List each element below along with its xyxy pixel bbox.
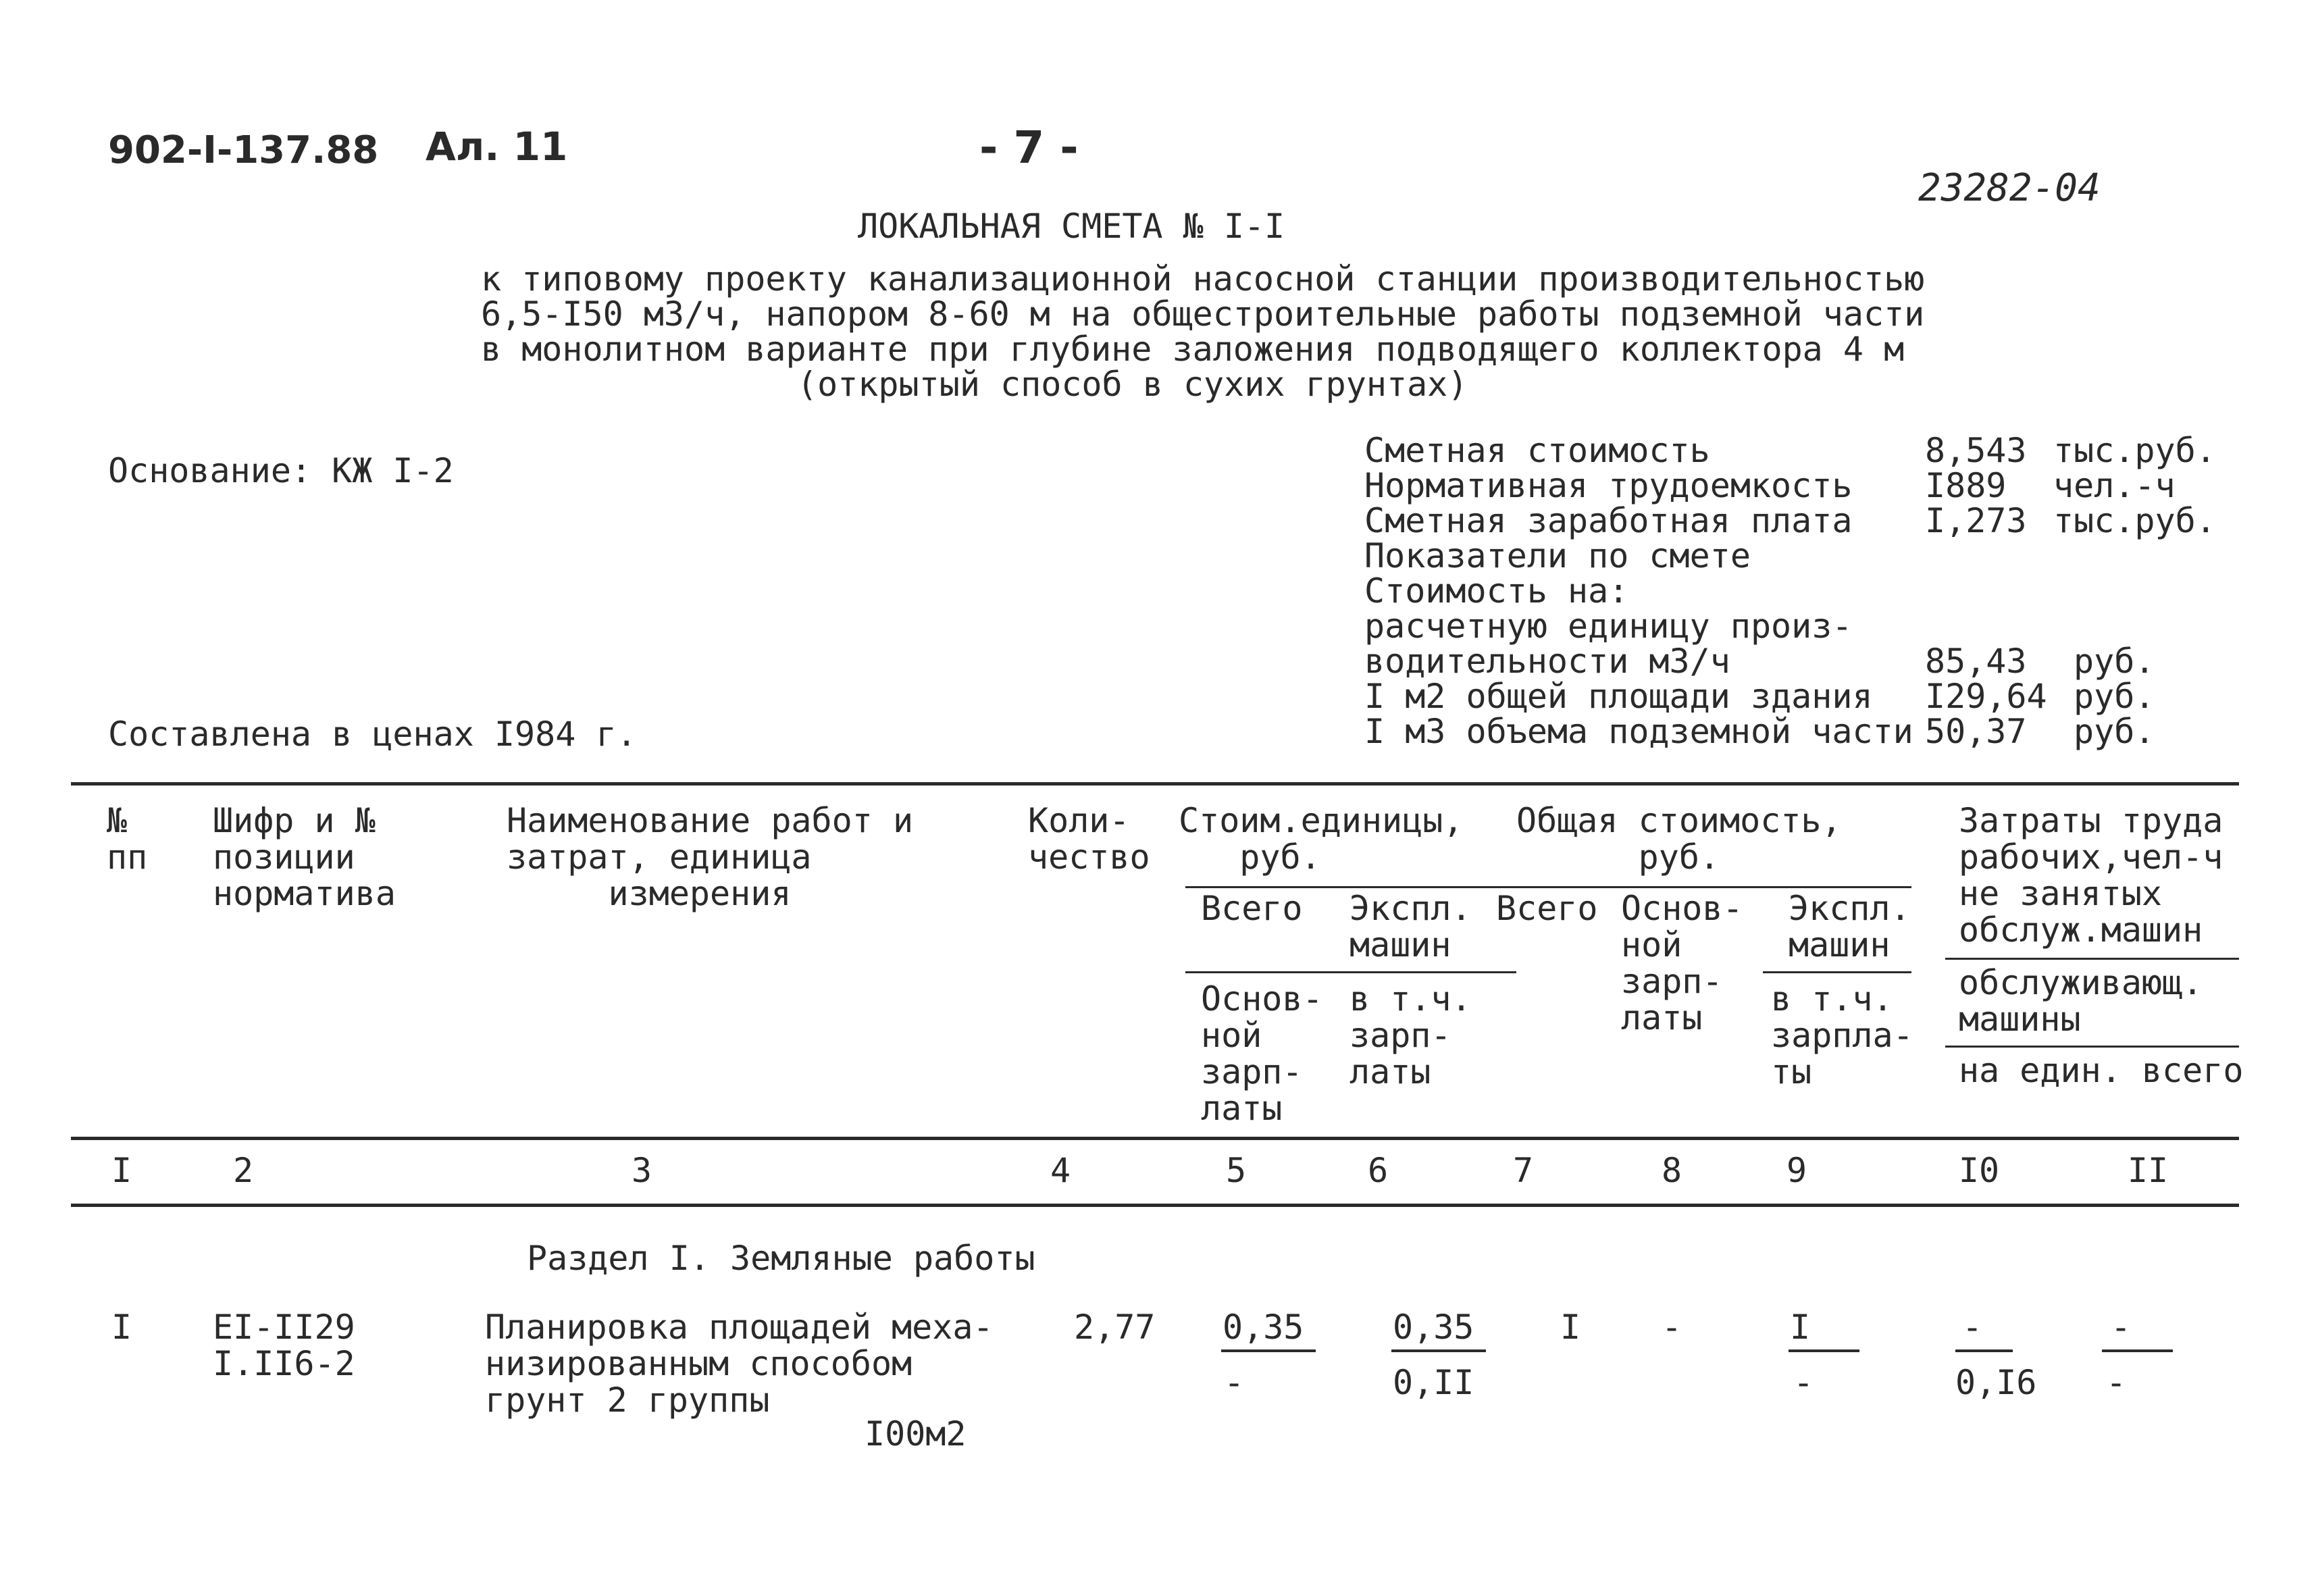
summary-value: 8,543 — [1925, 431, 2027, 470]
col-header-total-machines: Экспл. машин — [1789, 889, 1911, 964]
column-number: 8 — [1661, 1151, 1682, 1190]
subtitle-line: (открытый способ в сухих грунтах) — [797, 365, 1468, 404]
fraction-line — [2102, 1349, 2173, 1352]
row-number: I — [111, 1308, 132, 1347]
column-number: 6 — [1367, 1151, 1389, 1190]
unit-cost-value: 85,43 — [1925, 642, 2027, 681]
archive-stamp: 23282-04 — [1918, 166, 2101, 210]
quantity: 2,77 — [1074, 1308, 1156, 1347]
fraction-line — [1221, 1349, 1316, 1352]
header-divider — [1945, 1046, 2239, 1048]
unit-cost-unit: руб. — [2074, 677, 2155, 716]
header-divider — [1763, 971, 1911, 973]
col-header-labor-per-unit: на един. всего — [1959, 1051, 2244, 1090]
summary-label: Нормативная трудоемкость — [1364, 466, 1853, 505]
column-number: II — [2127, 1151, 2169, 1190]
col-header-labor: Затраты труда рабочих,чел-ч не занятых обслуж.машин — [1959, 801, 2223, 950]
col-header-name: Наименование работ и затрат, единица измерения — [507, 801, 914, 913]
labor-total: - — [2111, 1308, 2132, 1347]
document-title: ЛОКАЛЬНАЯ СМЕТА № I-I — [858, 207, 1285, 246]
table-top-rule — [71, 782, 2239, 786]
column-number: 2 — [232, 1151, 254, 1190]
col-header-code: Шифр и № позиции норматива — [213, 801, 396, 913]
unit-cost-label: расчетную единицу произ- — [1364, 607, 1853, 646]
col-header-labor-machines: обслуживающ. машины — [1959, 963, 2203, 1039]
col-header-num: № пп — [107, 801, 148, 877]
col-header-unit-wages: Основ- ной зарп- латы — [1201, 979, 1323, 1128]
indicators-title: Показатели по смете — [1364, 536, 1751, 575]
basis-text: Основание: КЖ I-2 — [108, 451, 454, 490]
unit-cost-unit: руб. — [2074, 642, 2155, 681]
col-header-total-cost: Общая стоимость, руб. — [1516, 801, 1842, 877]
col-header-unit-cost: Стоим.единицы, руб. — [1179, 801, 1464, 877]
column-number: 7 — [1512, 1151, 1534, 1190]
labor-per-unit: - — [1962, 1308, 1983, 1347]
col-header-total-wages: Основ- ной зарп- латы — [1621, 889, 1743, 1037]
unit-cost-wages: - — [1224, 1363, 1245, 1402]
page-number: - 7 - — [979, 122, 1079, 174]
col-header-unit-total: Всего — [1201, 889, 1303, 928]
header-divider — [1185, 971, 1516, 973]
column-numbers-rule — [71, 1204, 2239, 1207]
column-number: 3 — [631, 1151, 652, 1190]
unit-cost-label: I м3 объема подземной части — [1364, 712, 1913, 751]
col-header-unit-machine-wages: в т.ч. зарп- латы — [1349, 979, 1472, 1091]
total-cost: I — [1560, 1308, 1581, 1347]
header-divider — [1185, 886, 1911, 888]
labor-machine-total: - — [2106, 1363, 2127, 1402]
column-number: 9 — [1786, 1151, 1807, 1190]
unit-cost-value: 50,37 — [1925, 712, 2027, 751]
summary-unit: тыс.руб. — [2053, 431, 2216, 470]
total-machines: I — [1790, 1308, 1811, 1347]
summary-value: I889 — [1925, 466, 2007, 505]
fraction-line — [1789, 1349, 1859, 1352]
prices-year: Составлена в ценах I984 г. — [108, 715, 637, 754]
section-title: Раздел I. Земляные работы — [527, 1239, 1035, 1278]
unit-cost-label: водительности м3/ч — [1364, 642, 1730, 681]
subtitle-line: в монолитном варианте при глубине заложения подводящего коллектора 4 м — [481, 330, 1905, 369]
total-wages: - — [1662, 1308, 1682, 1347]
subtitle-line: 6,5-I50 м3/ч, напором 8-60 м на общестроительные работы подземной части — [481, 294, 1925, 334]
norm-code: ЕI-II29 I.II6-2 — [213, 1308, 355, 1383]
header-divider — [1945, 958, 2239, 960]
unit-cost-machines: 0,35 — [1393, 1308, 1474, 1347]
summary-label: Сметная заработная плата — [1364, 501, 1853, 540]
column-number: 4 — [1050, 1151, 1071, 1190]
fraction-line — [1391, 1349, 1486, 1352]
unit-cost-machine-wages: 0,II — [1393, 1363, 1474, 1402]
col-header-total-machine-wages: в т.ч. зарпла- ты — [1771, 979, 1913, 1091]
labor-machine-per-unit: 0,I6 — [1955, 1363, 2037, 1402]
work-unit: I00м2 — [865, 1414, 967, 1453]
column-number: I0 — [1958, 1151, 2000, 1190]
unit-cost-label: I м2 общей площади здания — [1364, 677, 1873, 716]
col-header-quantity: Коли- чество — [1028, 801, 1150, 877]
total-machine-wages: - — [1793, 1363, 1814, 1402]
cost-on-label: Стоимость на: — [1364, 571, 1629, 611]
sheet-number: Ал. 11 — [426, 124, 568, 170]
document-code: 902-I-137.88 — [108, 128, 379, 172]
summary-unit: чел.-ч — [2053, 466, 2176, 505]
col-header-total: Всего — [1496, 889, 1598, 928]
summary-unit: тыс.руб. — [2053, 501, 2216, 540]
unit-cost-value: I29,64 — [1925, 677, 2047, 716]
column-number: 5 — [1225, 1151, 1247, 1190]
work-name: Планировка площадей меха- низированным способом грунт 2 группы — [485, 1308, 994, 1420]
header-bottom-rule — [71, 1137, 2239, 1140]
subtitle-line: к типовому проекту канализационной насосной станции производительностью — [481, 259, 1925, 299]
col-header-unit-machines: Экспл. машин — [1349, 889, 1472, 964]
summary-value: I,273 — [1925, 501, 2027, 540]
unit-cost-unit: руб. — [2074, 712, 2155, 751]
column-number: I — [111, 1151, 132, 1190]
unit-cost-total: 0,35 — [1223, 1308, 1304, 1347]
fraction-line — [1955, 1349, 2013, 1352]
summary-label: Сметная стоимость — [1364, 431, 1710, 470]
